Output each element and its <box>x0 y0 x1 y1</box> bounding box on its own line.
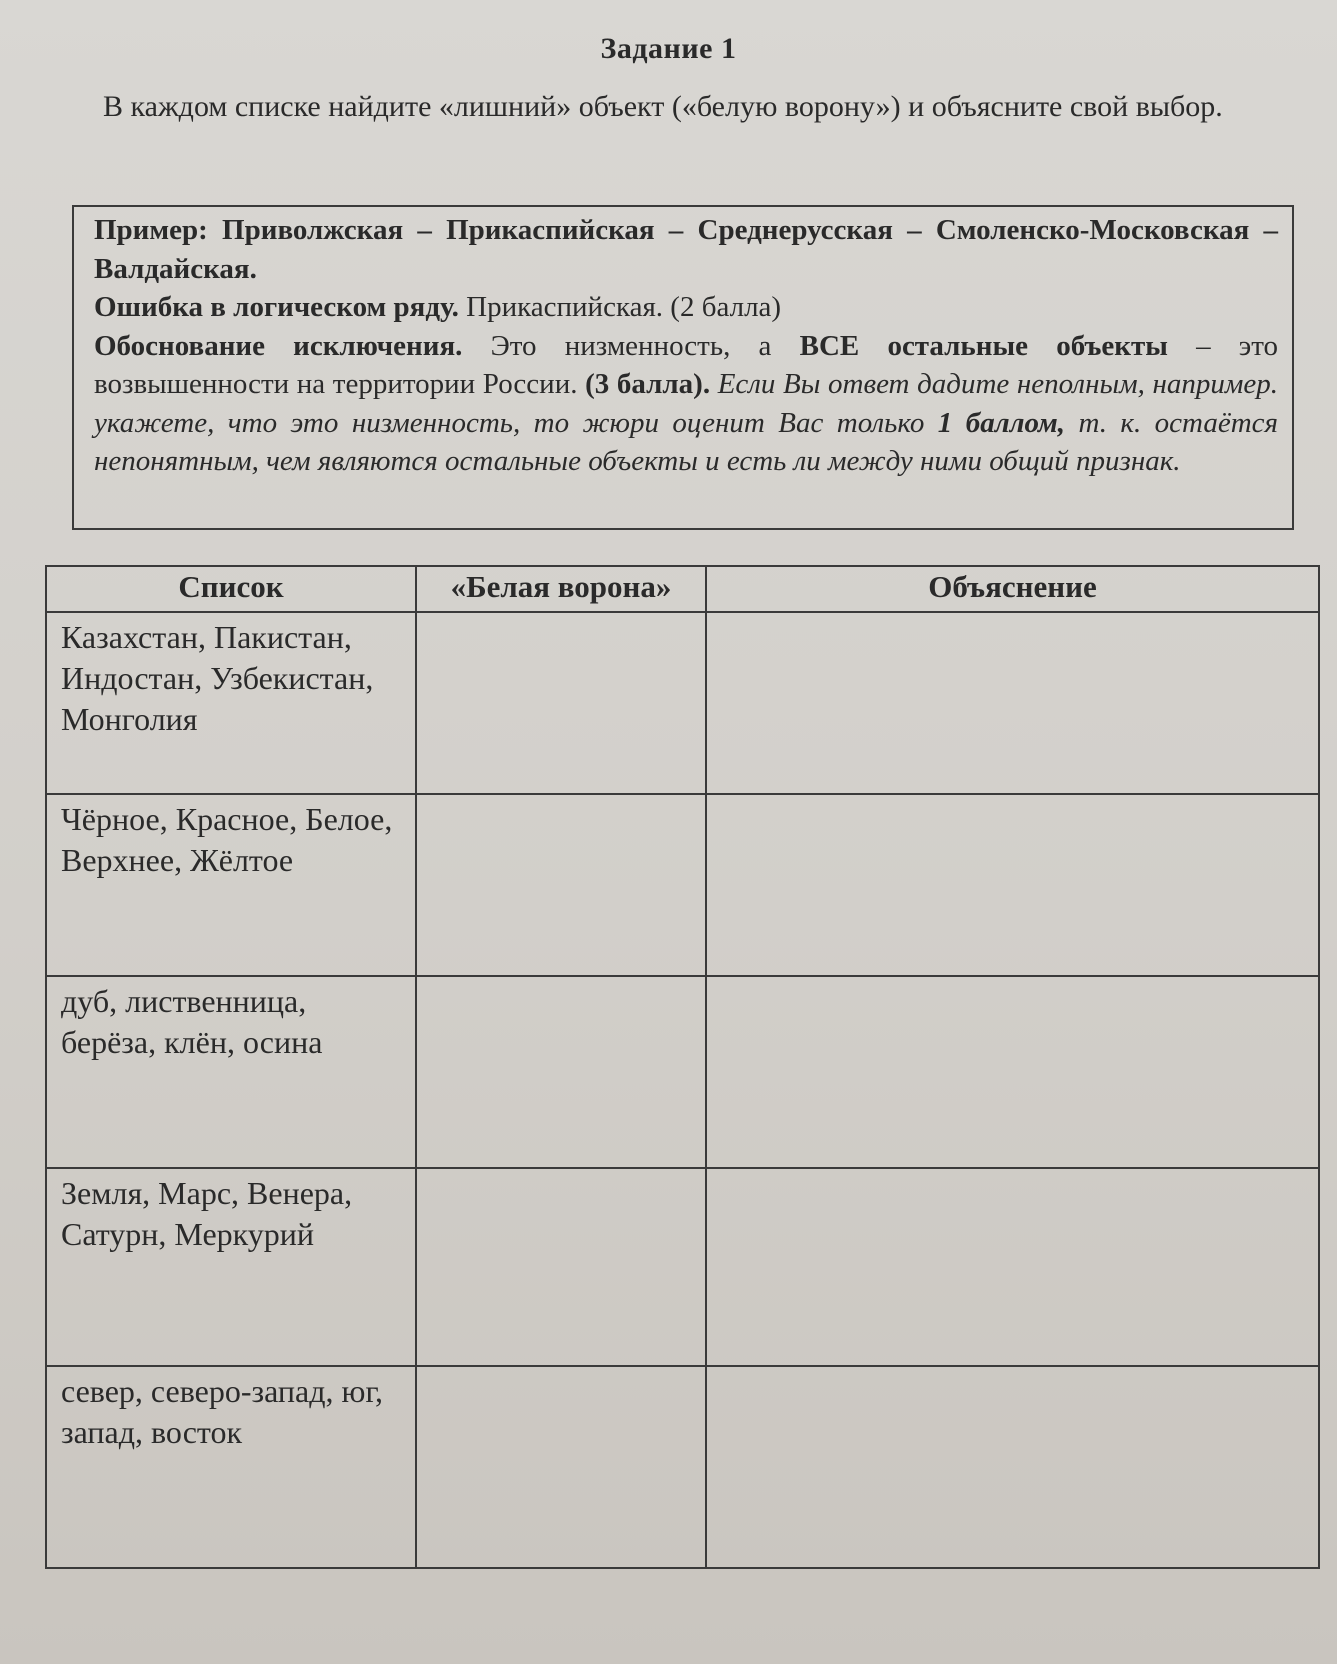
table-row <box>46 794 1319 976</box>
reason-text-2: – это возвышенности на территории России. <box>94 329 1279 400</box>
header-explanation: Объяснение <box>706 566 1319 612</box>
answer-cell[interactable] <box>416 612 706 794</box>
list-cell: север, северо-запад, юг, запад, восток <box>46 1366 416 1568</box>
task-title: Задание 1 <box>600 32 737 65</box>
reason-text-1: Это низменность, а <box>490 329 772 362</box>
error-text: Прикаспийская. (2 балла) <box>466 291 782 323</box>
task-instructions: В каждом списке найдите «лишний» объект («белую ворону») и объясните свой выбор. <box>103 90 1223 123</box>
example-box <box>72 205 1294 530</box>
table-row <box>46 612 1319 794</box>
reason-bold: ВСЕ остальные объекты <box>799 329 1168 362</box>
reason-points: (3 балла). <box>585 368 711 400</box>
explanation-cell[interactable] <box>706 1168 1319 1366</box>
explanation-cell[interactable] <box>706 976 1319 1168</box>
answer-cell[interactable] <box>416 794 706 976</box>
table-row <box>46 1168 1319 1366</box>
header-white-crow: «Белая ворона» <box>416 566 706 612</box>
answer-cell[interactable] <box>416 976 706 1168</box>
grading-note-end: т. к. остаётся непонятным, чем являются остальные объекты и есть ли между ними общий признак. <box>94 406 1279 477</box>
answer-cell[interactable] <box>416 1168 706 1366</box>
list-cell: Казахстан, Пакистан, Индостан, Узбекистан, Монголия <box>46 612 416 794</box>
reason-label: Обоснование исключения. <box>94 329 463 362</box>
table-row <box>46 1366 1319 1568</box>
list-cell: дуб, лиственница, берёза, клён, осина <box>46 976 416 1168</box>
list-cell: Земля, Марс, Венера, Сатурн, Меркурий <box>46 1168 416 1366</box>
example-label: Пример: <box>94 214 208 246</box>
answer-table <box>45 565 1320 1569</box>
explanation-cell[interactable] <box>706 794 1319 976</box>
explanation-cell[interactable] <box>706 612 1319 794</box>
header-list: Список <box>46 566 416 612</box>
grading-note: Если Вы ответ дадите неполным, например. укажете, что это низменность, то жюри оценит Вас только <box>94 368 1278 439</box>
grading-note-bold: 1 баллом, <box>937 406 1065 439</box>
example-sequence: Приволжская – Прикаспийская – Среднерусская – Смоленско-Московская – Валдайская. <box>94 214 1278 285</box>
table-row <box>46 976 1319 1168</box>
error-label: Ошибка в логическом ряду. <box>94 291 459 323</box>
explanation-cell[interactable] <box>706 1366 1319 1568</box>
list-cell: Чёрное, Красное, Белое, Верхнее, Жёлтое <box>46 794 416 976</box>
answer-cell[interactable] <box>416 1366 706 1568</box>
